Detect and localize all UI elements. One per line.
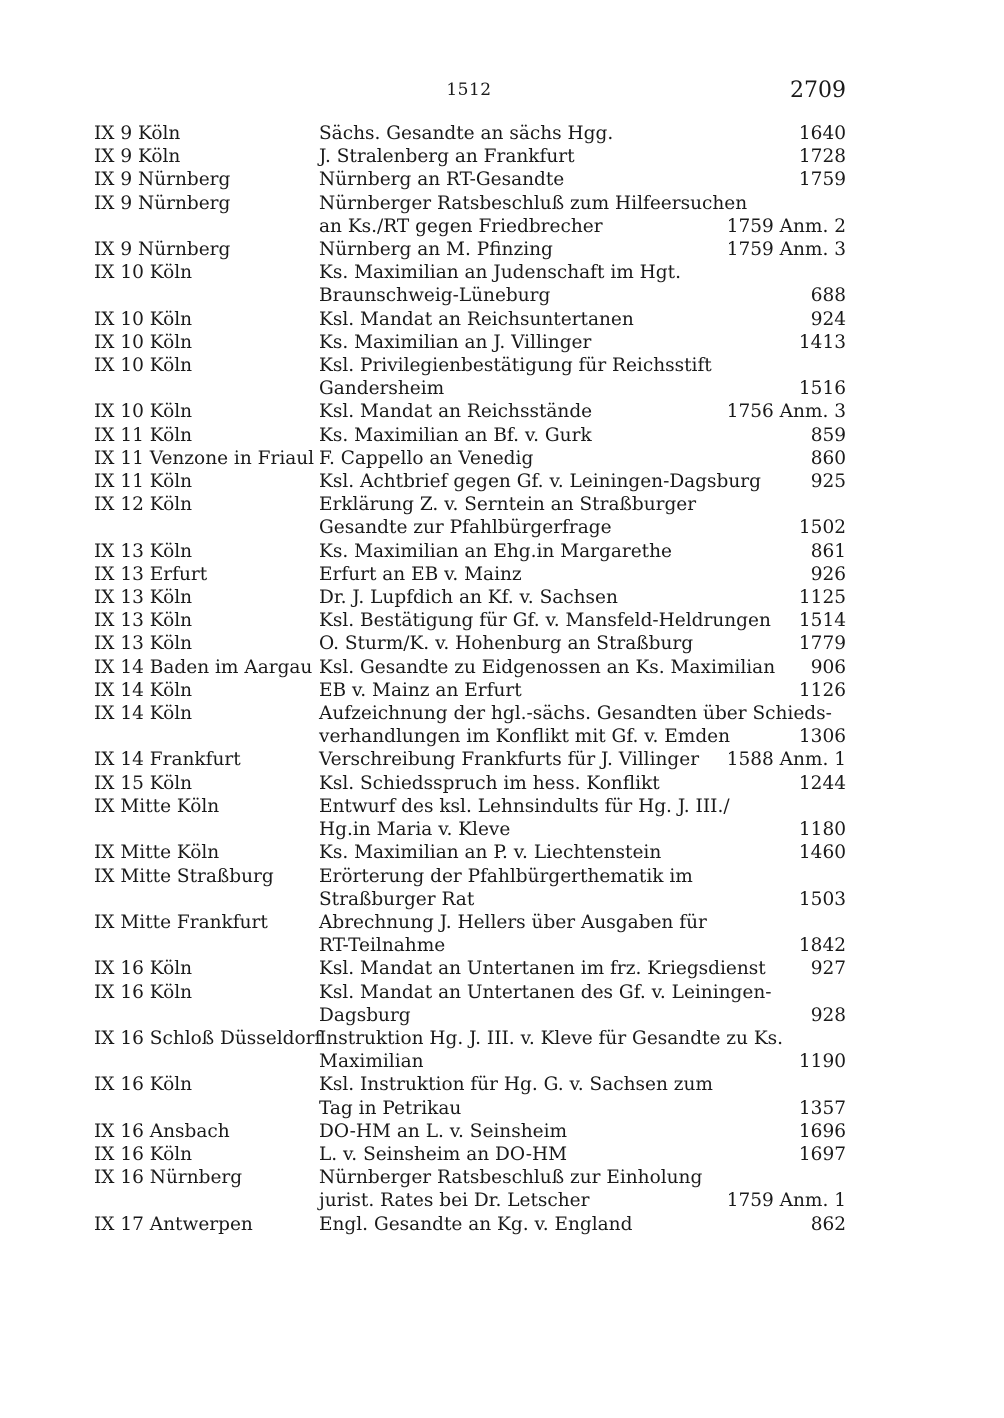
entry-line	[319, 609, 846, 632]
entry-line	[319, 354, 846, 377]
entry-reference-number: 928	[810, 1004, 846, 1026]
entry-line	[319, 516, 846, 539]
entry-text: Dagsburg	[319, 1004, 411, 1026]
entry-reference-number: 860	[810, 447, 846, 469]
register-entry	[94, 1120, 846, 1143]
entry-reference-number: 1503	[798, 888, 846, 910]
entry-text: RT-Teilnahme	[319, 935, 446, 957]
entry-line	[319, 1166, 846, 1189]
register-entry	[94, 1166, 846, 1212]
entry-reference-number: 1125	[798, 587, 846, 609]
entry-line	[319, 1027, 846, 1050]
entry-line	[319, 122, 846, 145]
entry-line	[319, 563, 846, 586]
entry-reference-number: 1756 Anm. 3	[726, 401, 846, 423]
entry-description	[319, 795, 846, 841]
entry-description	[319, 354, 846, 400]
entry-line	[319, 238, 846, 261]
entry-date-place: IX 9 Nürnberg	[94, 169, 231, 191]
entry-reference-number: 926	[810, 563, 846, 585]
entry-date-place: IX 16 Köln	[94, 981, 193, 1003]
entry-date-place: IX 13 Erfurt	[94, 563, 208, 585]
entry-reference-number: 1640	[798, 123, 846, 144]
entry-date-place: IX 10 Köln	[94, 262, 193, 284]
entry-reference-number: 906	[810, 656, 846, 678]
entry-reference-number: 1180	[798, 819, 846, 841]
entry-reference-number: 1190	[798, 1051, 846, 1073]
register-entry	[94, 1027, 846, 1073]
entry-reference-number: 1306	[798, 726, 846, 748]
register-entry	[94, 354, 846, 400]
entry-date-place: IX 14 Frankfurt	[94, 749, 241, 771]
register-entry	[94, 1213, 846, 1236]
running-head-year: 1512	[446, 80, 492, 100]
entry-text: Ks. Maximilian an P. v. Liechtenstein	[319, 842, 662, 864]
entry-text: Ks. Maximilian an Ehg.in Margarethe	[319, 540, 672, 562]
register-entry	[94, 261, 846, 307]
register-entry	[94, 424, 846, 447]
entry-date-place: IX 14 Köln	[94, 703, 193, 725]
entry-line	[319, 192, 846, 215]
entry-line	[319, 1004, 846, 1027]
register-entry	[94, 748, 846, 771]
entry-date-place: IX 16 Ansbach	[94, 1120, 230, 1142]
entry-description	[319, 331, 846, 354]
entry-description	[319, 841, 846, 864]
entry-reference-number: 1460	[798, 842, 846, 864]
entry-line	[319, 261, 846, 284]
entry-line	[319, 656, 846, 679]
entry-text: Ksl. Achtbrief gegen Gf. v. Leiningen-Dagsburg	[319, 471, 761, 493]
entry-date-place: IX 13 Köln	[94, 540, 193, 562]
entry-line	[319, 1143, 846, 1166]
entry-date-place: IX 16 Schloß Düsseldorf	[94, 1027, 322, 1049]
register-entry	[94, 238, 846, 261]
entry-line	[319, 215, 846, 238]
entry-reference-number: 1759 Anm. 3	[726, 239, 846, 261]
entry-date-place: IX 15 Köln	[94, 772, 193, 794]
entry-text: J. Stralenberg an Frankfurt	[319, 146, 575, 168]
register-entry	[94, 586, 846, 609]
entry-line	[319, 540, 846, 563]
entry-line	[319, 1050, 846, 1073]
entry-line	[319, 1189, 846, 1212]
entry-date-place: IX 9 Nürnberg	[94, 239, 231, 261]
entry-line	[319, 1097, 846, 1120]
entry-reference-number: 859	[810, 424, 846, 446]
entry-description	[319, 192, 846, 238]
register-entry	[94, 679, 846, 702]
entry-text: Ksl. Mandat an Reichsuntertanen	[319, 308, 634, 330]
entry-date-place: IX 16 Köln	[94, 1074, 193, 1096]
entry-line	[319, 400, 846, 423]
register-entry	[94, 470, 846, 493]
entry-text: an Ks./RT gegen Friedbrecher	[319, 215, 603, 237]
entry-line	[319, 377, 846, 400]
entry-text: Ksl. Gesandte zu Eidgenossen an Ks. Maximilian	[319, 656, 776, 678]
entry-reference-number: 1759 Anm. 2	[726, 215, 846, 237]
entry-line	[319, 586, 846, 609]
entry-date-place: IX 10 Köln	[94, 308, 193, 330]
entry-reference-number: 925	[810, 471, 846, 493]
entry-description	[319, 493, 846, 539]
entry-description	[319, 656, 846, 679]
entry-date-place: IX 16 Köln	[94, 958, 193, 980]
page-number: 2709	[790, 78, 846, 103]
entry-text: Ks. Maximilian an Bf. v. Gurk	[319, 424, 592, 446]
entry-reference-number: 1697	[798, 1143, 846, 1165]
entry-text: F. Cappello an Venedig	[319, 447, 534, 469]
entry-description	[319, 261, 846, 307]
entry-description	[319, 424, 846, 447]
entry-text: verhandlungen im Konflikt mit Gf. v. Emden	[319, 726, 731, 748]
register-entry	[94, 609, 846, 632]
entry-date-place: IX 11 Köln	[94, 424, 193, 446]
entry-description	[319, 632, 846, 655]
entry-date-place: IX 16 Köln	[94, 1143, 193, 1165]
entry-line	[319, 934, 846, 957]
register-entry	[94, 1073, 846, 1119]
entry-reference-number: 688	[810, 285, 846, 307]
entry-description	[319, 1073, 846, 1119]
entry-date-place: IX 10 Köln	[94, 355, 193, 377]
entry-text: Erklärung Z. v. Serntein an Straßburger	[319, 494, 697, 516]
register-entry	[94, 632, 846, 655]
register-entry	[94, 308, 846, 331]
entry-text: EB v. Mainz an Erfurt	[319, 679, 522, 701]
entry-description	[319, 911, 846, 957]
register-entry	[94, 865, 846, 911]
register-entry	[94, 981, 846, 1027]
entry-reference-number: 1126	[798, 679, 846, 701]
entry-reference-number: 1514	[798, 610, 846, 632]
entry-date-place: IX 14 Baden im Aargau	[94, 656, 313, 678]
entry-text: Ksl. Bestätigung für Gf. v. Mansfeld-Heldrungen	[319, 610, 771, 632]
entry-text: O. Sturm/K. v. Hohenburg an Straßburg	[319, 633, 694, 655]
entry-description	[319, 1027, 846, 1073]
entry-line	[319, 284, 846, 307]
register-entry	[94, 772, 846, 795]
entry-text: Abrechnung J. Hellers über Ausgaben für	[319, 911, 707, 933]
register-entry	[94, 911, 846, 957]
register-entry	[94, 656, 846, 679]
register-entry	[94, 540, 846, 563]
entry-text: Ks. Maximilian an Judenschaft im Hgt.	[319, 262, 681, 284]
entry-description	[319, 122, 846, 145]
entry-line	[319, 748, 846, 771]
entry-text: Engl. Gesandte an Kg. v. England	[319, 1213, 633, 1235]
register-entry	[94, 122, 846, 145]
entry-text: Ksl. Mandat an Reichsstände	[319, 401, 593, 423]
entry-line	[319, 331, 846, 354]
entry-description	[319, 957, 846, 980]
entry-reference-number: 862	[810, 1213, 846, 1235]
entry-reference-number: 1696	[798, 1120, 846, 1142]
entry-text: Gesandte zur Pfahlbürgerfrage	[319, 517, 612, 539]
entry-text: Braunschweig-Lüneburg	[319, 285, 551, 307]
entry-date-place: IX 13 Köln	[94, 587, 193, 609]
entry-description	[319, 981, 846, 1027]
entry-line	[319, 795, 846, 818]
register-entry	[94, 1143, 846, 1166]
entry-line	[319, 818, 846, 841]
entry-text: Erörterung der Pfahlbürgerthematik im	[319, 865, 693, 887]
entry-description	[319, 470, 846, 493]
entry-date-place: IX 16 Nürnberg	[94, 1167, 243, 1189]
entry-description	[319, 563, 846, 586]
entry-description	[319, 702, 846, 748]
entry-line	[319, 702, 846, 725]
entry-line	[319, 725, 846, 748]
entry-description	[319, 447, 846, 470]
entry-date-place: IX 14 Köln	[94, 679, 193, 701]
entry-text: Tag in Petrikau	[319, 1097, 462, 1119]
entry-date-place: IX 17 Antwerpen	[94, 1213, 253, 1235]
entry-reference-number: 1244	[798, 772, 846, 794]
entry-reference-number: 1413	[798, 331, 846, 353]
entry-text: Dr. J. Lupfdich an Kf. v. Sachsen	[319, 587, 618, 609]
entry-description	[319, 1213, 846, 1236]
entry-description	[319, 1120, 846, 1143]
entry-text: Straßburger Rat	[319, 888, 475, 910]
entry-line	[319, 308, 846, 331]
entry-reference-number: 1759	[798, 169, 846, 191]
entry-text: Entwurf des ksl. Lehnsindults für Hg. J. III./	[319, 795, 730, 817]
entry-line	[319, 1073, 846, 1096]
register-entry	[94, 192, 846, 238]
entry-text: Ks. Maximilian an J. Villinger	[319, 331, 592, 353]
entry-line	[319, 1120, 846, 1143]
entry-date-place: IX Mitte Frankfurt	[94, 911, 268, 933]
entry-date-place: IX 13 Köln	[94, 633, 193, 655]
entry-date-place: IX 11 Köln	[94, 471, 193, 493]
entry-reference-number: 927	[810, 958, 846, 980]
entry-description	[319, 772, 846, 795]
entry-text: Maximilian	[319, 1051, 424, 1073]
entry-text: Ksl. Instruktion für Hg. G. v. Sachsen zum	[319, 1074, 713, 1096]
entry-date-place: IX 9 Köln	[94, 123, 181, 144]
register-entry	[94, 795, 846, 841]
entry-text: Ksl. Mandat an Untertanen des Gf. v. Leiningen-	[319, 981, 772, 1003]
register-entry	[94, 563, 846, 586]
entry-reference-number: 1779	[798, 633, 846, 655]
entry-text: Hg.in Maria v. Kleve	[319, 819, 511, 841]
entry-line	[319, 981, 846, 1004]
entry-line	[319, 470, 846, 493]
entry-text: Nürnberger Ratsbeschluß zum Hilfeersuchen	[319, 192, 748, 214]
entry-description	[319, 1166, 846, 1212]
entry-date-place: IX 9 Köln	[94, 146, 181, 168]
entry-text: Gandersheim	[319, 378, 445, 400]
entry-text: DO-HM an L. v. Seinsheim	[319, 1120, 568, 1142]
entry-line	[319, 424, 846, 447]
entry-date-place: IX 13 Köln	[94, 610, 193, 632]
entry-line	[319, 679, 846, 702]
register-entry	[94, 331, 846, 354]
register-entry	[94, 400, 846, 423]
entry-date-place: IX 10 Köln	[94, 331, 193, 353]
entry-line	[319, 957, 846, 980]
entry-reference-number: 924	[810, 308, 846, 330]
entry-line	[319, 911, 846, 934]
entry-description	[319, 748, 846, 771]
register-entry	[94, 493, 846, 539]
register-entry	[94, 957, 846, 980]
entry-line	[319, 632, 846, 655]
entry-line	[319, 772, 846, 795]
entry-line	[319, 493, 846, 516]
entry-date-place: IX Mitte Köln	[94, 842, 220, 864]
register-entry	[94, 447, 846, 470]
entry-reference-number: 1842	[798, 935, 846, 957]
entry-text: Erfurt an EB v. Mainz	[319, 563, 522, 585]
entry-description	[319, 586, 846, 609]
entry-line	[319, 841, 846, 864]
entry-line	[319, 1213, 846, 1236]
entry-description	[319, 679, 846, 702]
entry-reference-number: 1728	[798, 146, 846, 168]
register-entry	[94, 702, 846, 748]
entry-description	[319, 540, 846, 563]
register-entry	[94, 841, 846, 864]
entry-description	[319, 168, 846, 191]
register-entry	[94, 168, 846, 191]
entry-description	[319, 400, 846, 423]
entry-text: Nürnberger Ratsbeschluß zur Einholung	[319, 1167, 703, 1189]
entry-text: jurist. Rates bei Dr. Letscher	[319, 1190, 590, 1212]
entry-reference-number: 1357	[798, 1097, 846, 1119]
entry-description	[319, 609, 846, 632]
entry-text: Ksl. Schiedsspruch im hess. Konflikt	[319, 772, 660, 794]
entry-date-place: IX 12 Köln	[94, 494, 193, 516]
entry-line	[319, 888, 846, 911]
entry-line	[319, 145, 846, 168]
entry-reference-number: 861	[810, 540, 846, 562]
entry-reference-number: 1516	[798, 378, 846, 400]
entry-text: Nürnberg an M. Pfinzing	[319, 239, 553, 261]
entry-date-place: IX 10 Köln	[94, 401, 193, 423]
entry-description	[319, 145, 846, 168]
entry-text: Verschreibung Frankfurts für J. Villinger	[319, 749, 700, 771]
entry-line	[319, 168, 846, 191]
entry-description	[319, 1143, 846, 1166]
entry-description	[319, 865, 846, 911]
entry-text: L. v. Seinsheim an DO-HM	[319, 1143, 568, 1165]
entry-line	[319, 865, 846, 888]
entry-text: Nürnberg an RT-Gesandte	[319, 169, 565, 191]
entry-date-place: IX 9 Nürnberg	[94, 192, 231, 214]
entry-reference-number: 1588 Anm. 1	[726, 749, 846, 771]
entry-date-place: IX Mitte Straßburg	[94, 865, 274, 887]
entry-date-place: IX 11 Venzone in Friaul	[94, 447, 315, 469]
entry-text: Sächs. Gesandte an sächs Hgg.	[319, 123, 614, 144]
entry-text: Ksl. Privilegienbestätigung für Reichsstift	[319, 355, 712, 377]
entry-text: Ksl. Mandat an Untertanen im frz. Kriegsdienst	[319, 958, 766, 980]
register-list	[94, 122, 846, 1236]
entry-line	[319, 447, 846, 470]
entry-date-place: IX Mitte Köln	[94, 795, 220, 817]
entry-description	[319, 238, 846, 261]
entry-description	[319, 308, 846, 331]
register-entry	[94, 145, 846, 168]
entry-text: Aufzeichnung der hgl.-sächs. Gesandten über Schieds-	[319, 703, 832, 725]
entry-text: Instruktion Hg. J. III. v. Kleve für Gesandte zu Ks.	[319, 1027, 784, 1049]
entry-reference-number: 1759 Anm. 1	[726, 1190, 846, 1212]
entry-reference-number: 1502	[798, 517, 846, 539]
